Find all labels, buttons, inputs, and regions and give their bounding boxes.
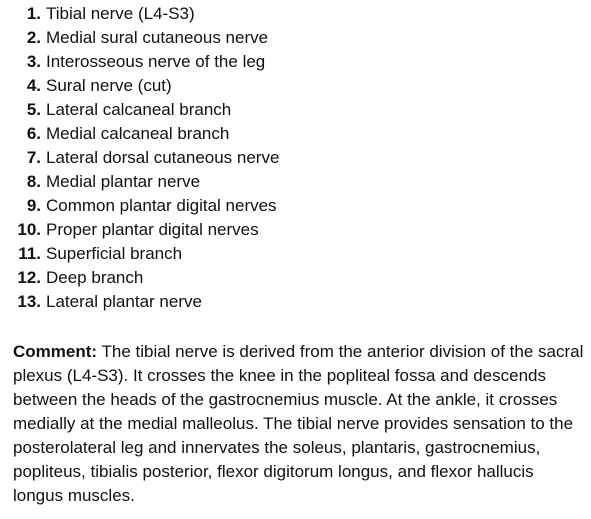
legend-item [10, 218, 279, 242]
legend-item-number: 3. [26, 52, 41, 71]
legend-item-label: Superficial branch [46, 244, 183, 263]
legend-item [10, 194, 279, 218]
legend-item [10, 2, 279, 26]
legend-item-number: 1. [26, 4, 41, 23]
legend-item-label: Sural nerve (cut) [46, 76, 172, 95]
legend-item [10, 266, 279, 290]
legend-item [10, 146, 279, 170]
legend-item [10, 122, 279, 146]
legend-item [10, 74, 279, 98]
legend-item-number: 12. [17, 268, 41, 287]
legend-item-label: Interosseous nerve of the leg [46, 52, 266, 71]
legend-item-number: 2. [26, 28, 41, 47]
comment-label: Comment: [13, 342, 98, 361]
comment-text: The tibial nerve is derived from the anterior division of the sacral plexus (L4-S3). It crosses the knee in the popliteal fossa and descends between the heads of the gastrocnemius muscle. At the ankle, it crosses medially at the medial malleolus. The tibial nerve provides sensation to the posterolateral leg and innervates the soleus, plantaris, gastrocnemius, popliteus, tibialis posterior, flexor digitorum longus, and flexor hallucis longus muscles. [13, 342, 584, 505]
legend-item-number: 6. [26, 124, 41, 143]
legend-item [10, 50, 279, 74]
legend-item-number: 13. [17, 292, 41, 311]
legend-item-label: Medial sural cutaneous nerve [46, 28, 269, 47]
legend-item-label: Lateral plantar nerve [46, 292, 202, 311]
nerve-legend-list [10, 2, 279, 314]
legend-item [10, 242, 279, 266]
legend-item [10, 26, 279, 50]
legend-item-number: 8. [26, 172, 41, 191]
legend-item-label: Common plantar digital nerves [46, 196, 277, 215]
legend-item [10, 170, 279, 194]
legend-item-label: Medial calcaneal branch [46, 124, 230, 143]
legend-item-label: Proper plantar digital nerves [46, 220, 259, 239]
legend-item-number: 9. [26, 196, 41, 215]
legend-item-number: 10. [17, 220, 41, 239]
legend-item-label: Lateral dorsal cutaneous nerve [46, 148, 280, 167]
legend-item-number: 7. [26, 148, 41, 167]
legend-item-label: Medial plantar nerve [46, 172, 201, 191]
comment-paragraph [13, 340, 587, 508]
legend-item-number: 4. [26, 76, 41, 95]
legend-item-label: Deep branch [46, 268, 144, 287]
legend-item [10, 290, 279, 314]
legend-item [10, 98, 279, 122]
legend-item-label: Tibial nerve (L4-S3) [46, 4, 195, 23]
legend-item-number: 5. [26, 100, 41, 119]
legend-item-label: Lateral calcaneal branch [46, 100, 232, 119]
legend-item-number: 11. [18, 244, 41, 263]
